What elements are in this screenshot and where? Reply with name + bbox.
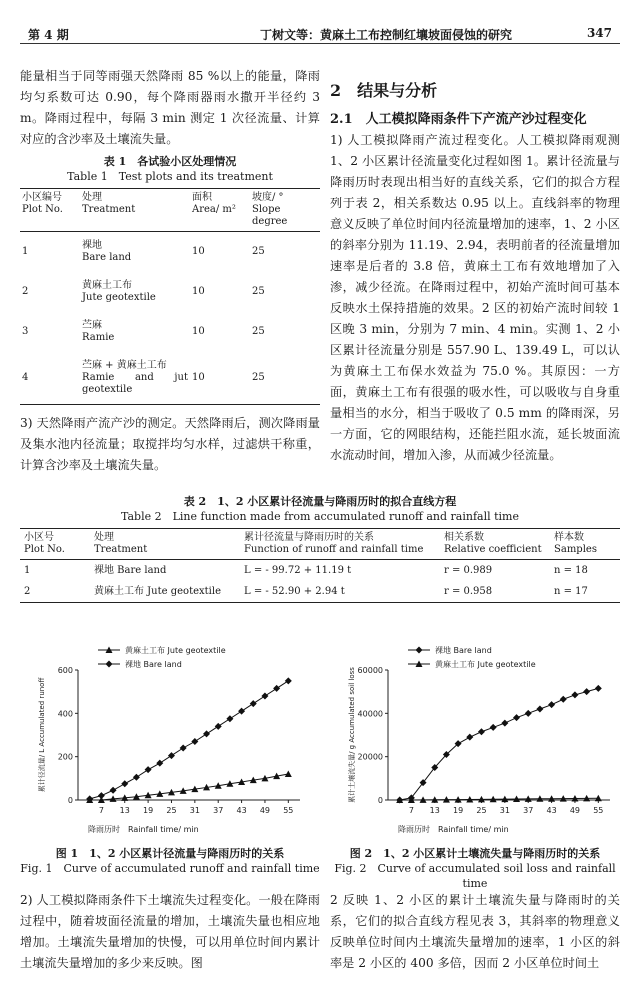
- x-axis-label: 降雨历时 Rainfall time/ min: [88, 825, 199, 834]
- issue-number: 第 4 期: [28, 28, 69, 42]
- x-tick-label: 7: [408, 806, 414, 815]
- x-tick-label: 13: [119, 806, 130, 815]
- table-row: 1 裸地 Bare land L = - 99.72 + 11.19 t r = 0.989 n = 18: [24, 565, 588, 576]
- data-point: [238, 708, 245, 715]
- legend-label: 黄麻土工布 Jute geotextile: [125, 646, 226, 655]
- y-tick-label: 0: [67, 796, 73, 805]
- data-point: [513, 714, 520, 721]
- x-tick-label: 55: [283, 806, 294, 815]
- data-point: [250, 700, 257, 707]
- table1-title-cn: 表 1 各试验小区处理情况: [103, 155, 237, 168]
- table2-title-en: Table 2 Line function made from accumulated runoff and rainfall time: [120, 510, 519, 523]
- x-tick-label: 37: [213, 806, 224, 815]
- table2: [20, 528, 620, 603]
- running-title: 丁树文等：黄麻土工布控制红壤坡面侵蚀的研究: [260, 28, 513, 42]
- y-axis-label: 累计径流量/ L Accumulated runoff: [38, 677, 46, 793]
- data-point: [133, 774, 140, 781]
- data-point: [595, 685, 602, 692]
- page-number: 347: [586, 26, 612, 40]
- col-header: 面积 Area/ m²: [192, 192, 236, 215]
- x-tick-label: 31: [189, 806, 200, 815]
- paragraph: 3) 天然降雨产流产沙的测定。天然降雨后，测次降雨量及集水池内径流量；取搅拌均匀水样，过滤烘干称重，计算含沙率及土壤流失量。: [20, 416, 320, 472]
- runoff-chart: [20, 640, 310, 840]
- legend-label: 黄麻土工布 Jute geotextile: [435, 660, 536, 669]
- data-point: [203, 730, 210, 737]
- paragraph: 2) 人工模拟降雨条件下土壤流失过程变化。一般在降雨过程中，随着坡面径流量的增加，土壤流失量也相应地增加。土壤流失量增加的快慢，可以用单位时间内累计土壤流失量增加的多少来反映。图: [20, 893, 320, 970]
- col-header: 坡度/ ° Slope degree: [252, 192, 288, 227]
- table-row: 2 黄麻土工布 Jute geotextile L = - 52.90 + 2.94 t r = 0.958 n = 17: [20, 581, 620, 603]
- series-line: [400, 688, 599, 800]
- figure2-caption: 图 2 1、2 小区累计土壤流失量与降雨历时的关系 Fig. 2 Curve of accumulated soil loss and rainfall time: [334, 847, 616, 890]
- x-tick-label: 43: [236, 806, 247, 815]
- table-header-row: [20, 529, 620, 560]
- y-tick-label: 200: [57, 752, 73, 762]
- data-point: [261, 693, 268, 700]
- x-tick-label: 19: [143, 806, 154, 815]
- col-header: 处理 Treatment: [94, 532, 148, 555]
- data-point: [191, 738, 198, 745]
- data-point: [226, 715, 233, 722]
- data-point: [571, 691, 578, 698]
- data-point: [110, 787, 117, 794]
- data-point: [180, 745, 187, 752]
- legend-label: 裸地 Bare land: [125, 660, 182, 669]
- data-point: [215, 723, 222, 730]
- x-tick-label: 43: [546, 806, 557, 815]
- paragraph: 能量相当于同等雨强天然降雨 85 %以上的能量，降雨均匀系数可达 0.90，每个降雨器雨水撒开半径约 3 m。降雨过程中，每隔 3 min 测定 1 次径流量、计算对应的含沙率及土壤流失量。: [20, 69, 320, 146]
- x-tick-label: 31: [499, 806, 510, 815]
- y-tick-label: 40000: [357, 709, 383, 719]
- col-header: 小区号 Plot No.: [24, 532, 65, 555]
- table-row: 3 苎麻 Ramie 10 25: [22, 320, 265, 343]
- table-header-row: [20, 189, 320, 232]
- x-tick-label: 49: [569, 806, 581, 815]
- legend-marker: [106, 661, 113, 668]
- data-point: [98, 792, 105, 799]
- table1-title-en: Table 1 Test plots and its treatment: [67, 170, 273, 183]
- data-point: [285, 677, 292, 684]
- data-point: [501, 720, 508, 727]
- data-point: [156, 760, 163, 767]
- subsection-heading: 2.1 人工模拟降雨条件下产流产沙过程变化: [330, 112, 587, 127]
- col-header: 小区编号 Plot No.: [22, 192, 63, 215]
- paragraph: 2 反映 1、2 小区的累计土壤流失量与降雨时的关系，它们的拟合直线方程见表 3，其斜率的物理意义反映单位时间内土壤流失量增加的速率，1 小区的斜率是 2 小区的 400 多倍，因而 2 小区单位时间土: [330, 893, 620, 970]
- data-point: [466, 734, 473, 741]
- data-point: [285, 771, 292, 778]
- table-row: 2 黄麻土工布 Jute geotextile 10 25: [22, 280, 265, 303]
- paragraph: 1) 人工模拟降雨产流过程变化。人工模拟降雨观测 1、2 小区累计径流量变化过程如图 1。累计径流量与降雨历时表现出相当好的直线关系，它们的拟合方程列于表 2，相关系数达 0.95 以上。直线斜率的物理意义反映了单位时间内径流量增加的速率，1、2 小区的斜率分别为 11.19、2.94，表明前者的径流量增加速率是后者的 3.8 倍，黄麻土工布有效地增加了入渗，减少径流。在降雨过程中，初始产流时间可基本反映水土保持措施的效果。2 区的初始产流时间较 1 区晚 3 min，分别为 7 min、4 min。实测 1、2 小区累计径流量分别是 557.90 L、139.49 L，可以认为黄麻土工布保水效益为 75.0 %。其原因：一方面，黄麻土工布有很强的吸水性，可以吸收与自身重量相当的水分，相当于吸收了 0.5 mm 的降雨深，另一方面，它的网眼结构，还能拦阻水流，延长坡面流水流动时间，增加入渗，从而减少径流量。: [330, 133, 620, 462]
- data-point: [273, 685, 280, 692]
- data-point: [536, 706, 543, 713]
- x-tick-label: 7: [98, 806, 104, 815]
- y-tick-label: 400: [57, 709, 73, 719]
- y-tick-label: 600: [57, 666, 73, 675]
- data-point: [548, 701, 555, 708]
- data-point: [560, 696, 567, 703]
- table-row: 1 裸地 Bare land 10 25: [22, 240, 265, 263]
- series-line: [90, 681, 289, 799]
- y-tick-label: 20000: [357, 752, 383, 762]
- col-header: 处理 Treatment: [82, 192, 136, 215]
- x-tick-label: 13: [429, 806, 440, 815]
- x-axis-label: 降雨历时 Rainfall time/ min: [398, 825, 509, 834]
- data-point: [145, 766, 152, 773]
- y-axis-label: 累计土壤流失量/ g Accumulated soil loss: [348, 667, 356, 803]
- right-column: [330, 80, 620, 466]
- col-header: 相关系数 Relative coefficient: [444, 532, 542, 555]
- left-column: [20, 66, 320, 476]
- col-header: 样本数 Samples: [554, 532, 597, 555]
- table1: [20, 188, 320, 405]
- x-tick-label: 55: [593, 806, 604, 815]
- col-header: 累计径流量与降雨历时的关系 Function of runoff and rainfall time: [244, 532, 424, 555]
- soil-loss-chart: [330, 640, 620, 840]
- legend-marker: [416, 647, 423, 654]
- data-point: [478, 728, 485, 735]
- data-point: [490, 724, 497, 731]
- data-point: [525, 710, 532, 717]
- data-point: [168, 752, 175, 759]
- data-point: [583, 688, 590, 695]
- x-tick-label: 37: [523, 806, 534, 815]
- x-tick-label: 19: [453, 806, 464, 815]
- legend-label: 裸地 Bare land: [435, 646, 492, 655]
- x-tick-label: 25: [166, 806, 177, 815]
- y-tick-label: 60000: [357, 666, 383, 675]
- table2-block: [20, 494, 620, 603]
- table2-title-cn: 表 2 1、2 小区累计径流量与降雨历时的拟合直线方程: [183, 495, 457, 508]
- table-row: 4 苎麻 + 黄麻土工布 Ramie and jut geotextile 10 25: [20, 352, 320, 405]
- y-tick-label: 0: [377, 796, 383, 805]
- data-point: [121, 780, 128, 787]
- x-tick-label: 25: [476, 806, 487, 815]
- section-heading: 2 结果与分析: [330, 81, 438, 100]
- page-header: [20, 26, 620, 44]
- x-tick-label: 49: [259, 806, 271, 815]
- figure1-caption: 图 1 1、2 小区累计径流量与降雨历时的关系 Fig. 1 Curve of accumulated runoff and rainfall time: [20, 847, 320, 875]
